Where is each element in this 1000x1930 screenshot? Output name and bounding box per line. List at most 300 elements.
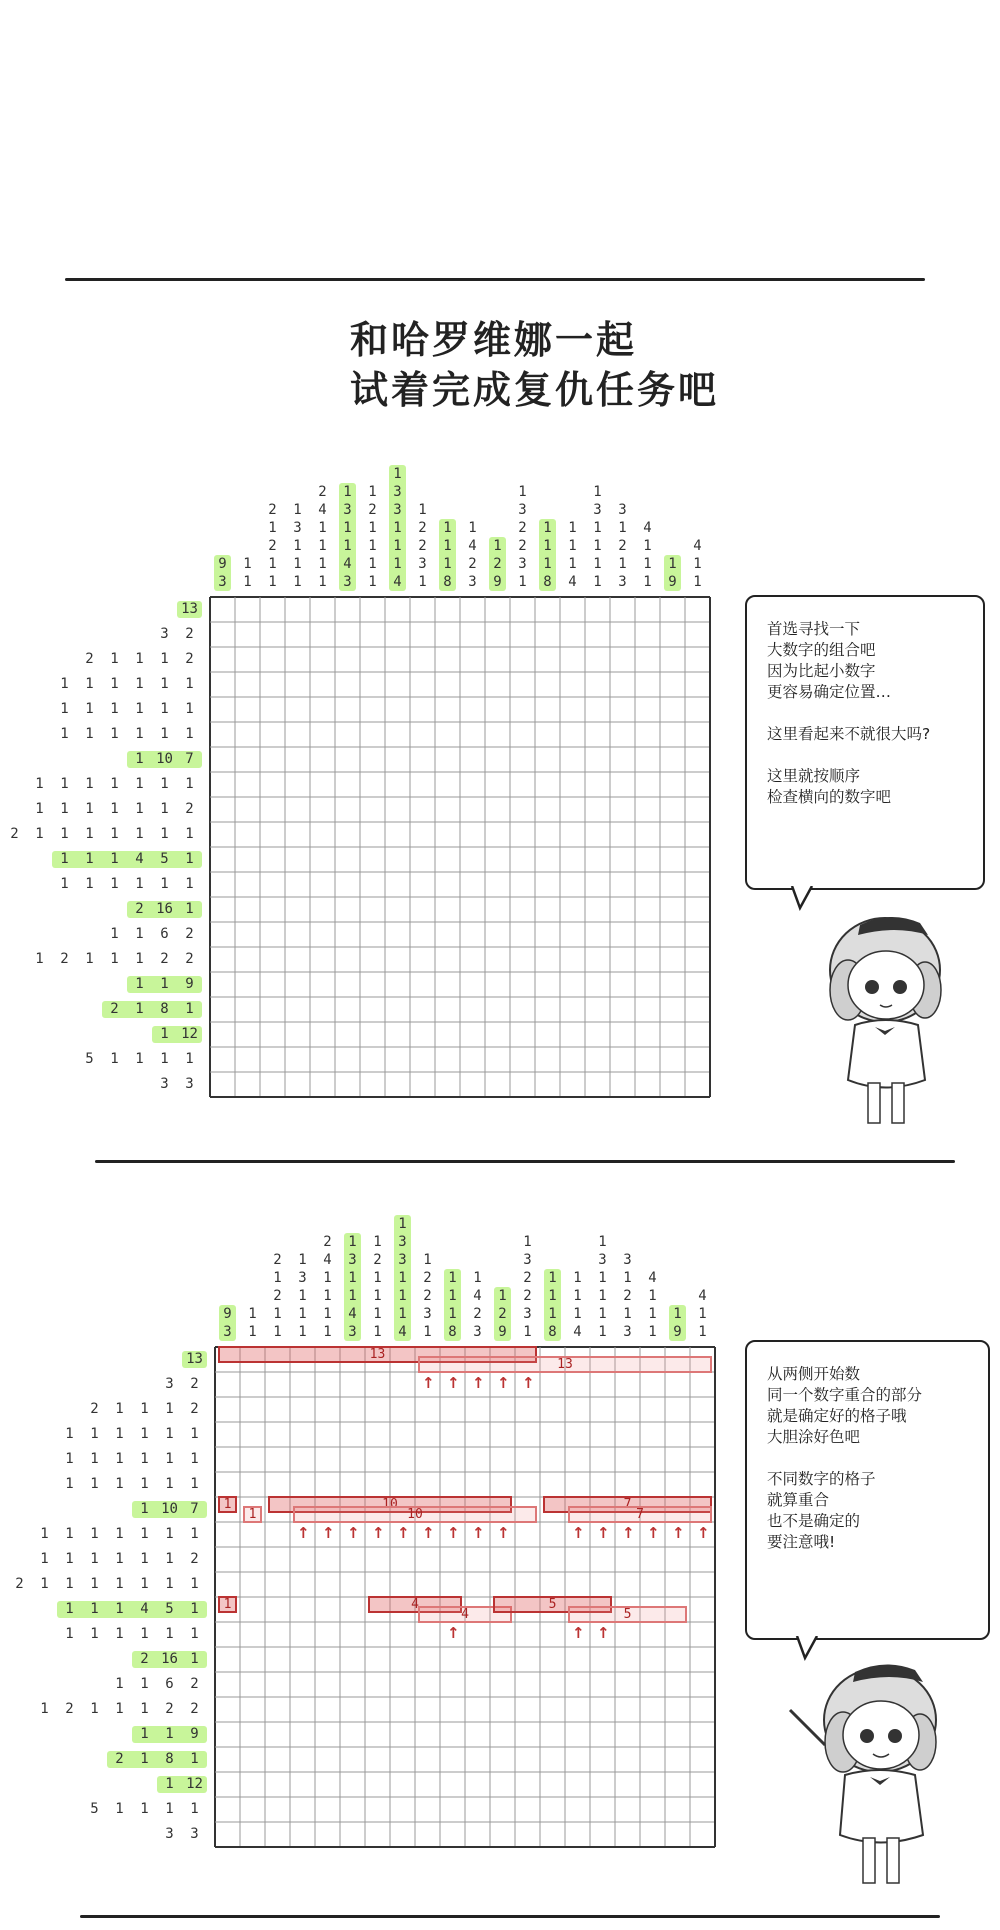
- row-clue: 1: [135, 726, 144, 742]
- row-clue: 1: [90, 1426, 99, 1442]
- row-clue: 6: [160, 926, 169, 942]
- column-clue: 3: [473, 1324, 482, 1340]
- row-clue: 5: [165, 1601, 174, 1617]
- row-clue: 1: [60, 801, 69, 817]
- row-clue: 1: [140, 1801, 149, 1817]
- column-clue: 1: [443, 538, 452, 554]
- row-clue: 2: [135, 901, 144, 917]
- row-clue: 3: [190, 1826, 199, 1842]
- mark-4-a: 4: [368, 1596, 462, 1613]
- row-clue: 2: [115, 1751, 124, 1767]
- row-clue: 1: [115, 1476, 124, 1492]
- overlap-arrow-icon: ↑: [597, 1524, 610, 1542]
- column-clue: 1: [518, 574, 527, 590]
- column-clue: 1: [273, 1270, 282, 1286]
- row-clue: 12: [181, 1026, 198, 1042]
- column-clue: 3: [468, 574, 477, 590]
- column-clue: 1: [693, 556, 702, 572]
- row-clue: 1: [160, 726, 169, 742]
- column-clue: 1: [318, 520, 327, 536]
- row-clue: 1: [65, 1601, 74, 1617]
- column-clue: 1: [568, 556, 577, 572]
- row-clue: 1: [190, 1801, 199, 1817]
- row-clue: 1: [160, 651, 169, 667]
- row-clue: 8: [165, 1751, 174, 1767]
- row-clue: 1: [115, 1526, 124, 1542]
- row-clue: 1: [185, 826, 194, 842]
- column-clue: 1: [368, 520, 377, 536]
- row-clue: 1: [190, 1601, 199, 1617]
- column-clue: 1: [243, 556, 252, 572]
- bubble-1-text: 首选寻找一下 大数字的组合吧 因为比起小数字 更容易确定位置… 这里看起来不就很大吗? 这里就按顺序 检查横向的数字吧: [767, 620, 931, 806]
- row-clue: 1: [135, 1001, 144, 1017]
- column-clue: 1: [593, 538, 602, 554]
- row-clue: 2: [110, 1001, 119, 1017]
- column-clue: 1: [698, 1324, 707, 1340]
- row-clue: 2: [185, 926, 194, 942]
- column-clue: 3: [523, 1252, 532, 1268]
- column-clue: 2: [518, 520, 527, 536]
- column-clue: 1: [623, 1270, 632, 1286]
- row-clue: 2: [90, 1401, 99, 1417]
- column-clue: 1: [268, 556, 277, 572]
- row-clue: 1: [165, 1426, 174, 1442]
- column-clue: 3: [393, 502, 402, 518]
- column-clue: 1: [643, 574, 652, 590]
- column-clue: 3: [618, 574, 627, 590]
- overlap-arrow-icon: ↑: [397, 1524, 410, 1542]
- mark-10-b: 10: [293, 1506, 537, 1523]
- row-clue: 10: [156, 751, 173, 767]
- column-clue: 1: [623, 1306, 632, 1322]
- column-clue: 1: [293, 538, 302, 554]
- overlap-arrow-icon: ↑: [522, 1374, 535, 1392]
- column-clue: 2: [273, 1252, 282, 1268]
- column-clue: 2: [493, 556, 502, 572]
- column-clue: 1: [598, 1234, 607, 1250]
- column-clue: 1: [323, 1288, 332, 1304]
- row-clue: 1: [65, 1426, 74, 1442]
- column-clue: 1: [573, 1270, 582, 1286]
- row-clue: 1: [115, 1576, 124, 1592]
- column-clue: 1: [698, 1306, 707, 1322]
- row-clue: 1: [160, 876, 169, 892]
- row-clue: 6: [165, 1676, 174, 1692]
- row-clue: 1: [165, 1476, 174, 1492]
- column-clue: 1: [573, 1288, 582, 1304]
- row-clue: 1: [90, 1576, 99, 1592]
- row-clue: 2: [65, 1701, 74, 1717]
- row-clue: 1: [140, 1501, 149, 1517]
- speech-bubble-1: [745, 595, 985, 890]
- column-clue: 1: [248, 1324, 257, 1340]
- row-clue: 1: [140, 1701, 149, 1717]
- column-clue: 1: [523, 1324, 532, 1340]
- row-clue: 1: [135, 701, 144, 717]
- row-clue: 1: [110, 926, 119, 942]
- row-clue: 9: [190, 1726, 199, 1742]
- column-clue: 2: [473, 1306, 482, 1322]
- overlap-arrow-icon: ↑: [572, 1624, 585, 1642]
- row-clue: 1: [85, 826, 94, 842]
- column-clue: 1: [318, 574, 327, 590]
- row-clue: 1: [160, 976, 169, 992]
- column-clue: 3: [343, 574, 352, 590]
- row-clue: 2: [85, 651, 94, 667]
- column-clue: 1: [648, 1306, 657, 1322]
- title-line-1: 和哈罗维娜一起: [350, 318, 638, 362]
- column-clue: 1: [648, 1324, 657, 1340]
- column-clue: 1: [648, 1288, 657, 1304]
- row-clue: 1: [160, 826, 169, 842]
- row-clue: 1: [185, 876, 194, 892]
- column-clue: 1: [543, 556, 552, 572]
- column-clue: 1: [543, 538, 552, 554]
- overlap-arrow-icon: ↑: [447, 1524, 460, 1542]
- row-clue: 1: [90, 1601, 99, 1617]
- row-clue: 1: [110, 676, 119, 692]
- column-clue: 9: [673, 1324, 682, 1340]
- column-clue: 1: [618, 556, 627, 572]
- row-clue: 2: [190, 1551, 199, 1567]
- row-clue: 1: [60, 701, 69, 717]
- column-clue: 1: [343, 484, 352, 500]
- row-clue: 2: [185, 626, 194, 642]
- row-clue: 1: [90, 1451, 99, 1467]
- row-clue: 1: [35, 826, 44, 842]
- column-clue: 1: [343, 538, 352, 554]
- column-clue: 2: [518, 538, 527, 554]
- column-clue: 1: [598, 1306, 607, 1322]
- column-clue: 3: [593, 502, 602, 518]
- row-clue: 1: [140, 1576, 149, 1592]
- row-clue: 1: [185, 1051, 194, 1067]
- column-clue: 1: [593, 484, 602, 500]
- column-clue: 1: [448, 1270, 457, 1286]
- row-clue: 7: [190, 1501, 199, 1517]
- row-clue: 5: [85, 1051, 94, 1067]
- column-clue: 1: [368, 484, 377, 500]
- row-clue: 1: [90, 1626, 99, 1642]
- row-clue: 1: [110, 801, 119, 817]
- row-clue: 1: [35, 776, 44, 792]
- row-clue: 1: [135, 926, 144, 942]
- speech-bubble-2: [745, 1340, 990, 1640]
- row-clue: 3: [160, 626, 169, 642]
- row-clue: 1: [110, 651, 119, 667]
- column-clue: 1: [693, 574, 702, 590]
- column-clue: 1: [568, 520, 577, 536]
- column-clue: 2: [273, 1288, 282, 1304]
- row-clue: 2: [190, 1701, 199, 1717]
- title-line-2: 试着完成复仇任务吧: [350, 368, 720, 412]
- column-clue: 1: [293, 574, 302, 590]
- row-clue: 1: [110, 776, 119, 792]
- column-clue: 1: [668, 556, 677, 572]
- row-clue: 1: [65, 1451, 74, 1467]
- overlap-arrow-icon: ↑: [422, 1524, 435, 1542]
- overlap-arrow-icon: ↑: [372, 1524, 385, 1542]
- column-clue: 9: [223, 1306, 232, 1322]
- row-clue: 1: [90, 1526, 99, 1542]
- column-clue: 1: [473, 1270, 482, 1286]
- row-clue: 1: [135, 976, 144, 992]
- column-clue: 1: [448, 1306, 457, 1322]
- row-clue: 1: [135, 1051, 144, 1067]
- row-clue: 1: [165, 1401, 174, 1417]
- row-clue: 1: [165, 1801, 174, 1817]
- column-clue: 4: [398, 1324, 407, 1340]
- row-clue: 2: [185, 951, 194, 967]
- row-clue: 1: [115, 1626, 124, 1642]
- column-clue: 3: [218, 574, 227, 590]
- row-clue: 4: [135, 851, 144, 867]
- column-clue: 2: [623, 1288, 632, 1304]
- column-clue: 1: [393, 556, 402, 572]
- row-clue: 2: [165, 1701, 174, 1717]
- nonogram-grid[interactable]: [213, 1345, 717, 1849]
- column-clue: 1: [348, 1288, 357, 1304]
- overlap-arrow-icon: ↑: [647, 1524, 660, 1542]
- column-clue: 1: [643, 556, 652, 572]
- nonogram-grid[interactable]: [208, 595, 712, 1099]
- column-clue: 2: [423, 1270, 432, 1286]
- row-clue: 1: [110, 726, 119, 742]
- column-clue: 3: [618, 502, 627, 518]
- row-clue: 1: [140, 1726, 149, 1742]
- overlap-arrow-icon: ↑: [622, 1524, 635, 1542]
- row-clue: 1: [85, 701, 94, 717]
- column-clue: 4: [573, 1324, 582, 1340]
- column-clue: 1: [323, 1270, 332, 1286]
- column-clue: 1: [568, 538, 577, 554]
- overlap-arrow-icon: ↑: [422, 1374, 435, 1392]
- row-clue: 1: [115, 1676, 124, 1692]
- row-clue: 1: [185, 776, 194, 792]
- column-clue: 2: [523, 1288, 532, 1304]
- column-clue: 1: [393, 520, 402, 536]
- column-clue: 3: [518, 502, 527, 518]
- row-clue: 1: [165, 1576, 174, 1592]
- row-clue: 1: [135, 751, 144, 767]
- column-clue: 1: [368, 538, 377, 554]
- column-clue: 8: [548, 1324, 557, 1340]
- row-clue: 1: [115, 1701, 124, 1717]
- row-clue: 2: [185, 801, 194, 817]
- row-clue: 1: [115, 1551, 124, 1567]
- row-clue: 13: [186, 1351, 203, 1367]
- row-clue: 1: [165, 1626, 174, 1642]
- column-clue: 8: [443, 574, 452, 590]
- row-clue: 1: [115, 1401, 124, 1417]
- row-clue: 1: [160, 701, 169, 717]
- row-clue: 8: [160, 1001, 169, 1017]
- column-clue: 3: [598, 1252, 607, 1268]
- character-illustration-1: [810, 905, 960, 1135]
- row-clue: 2: [60, 951, 69, 967]
- row-clue: 1: [190, 1576, 199, 1592]
- row-clue: 4: [140, 1601, 149, 1617]
- column-clue: 1: [243, 574, 252, 590]
- column-clue: 1: [548, 1270, 557, 1286]
- row-clue: 1: [110, 851, 119, 867]
- column-clue: 1: [348, 1234, 357, 1250]
- column-clue: 9: [668, 574, 677, 590]
- column-clue: 3: [348, 1252, 357, 1268]
- overlap-arrow-icon: ↑: [497, 1374, 510, 1392]
- row-clue: 1: [65, 1576, 74, 1592]
- column-clue: 4: [348, 1306, 357, 1322]
- row-clue: 1: [185, 851, 194, 867]
- row-clue: 1: [190, 1451, 199, 1467]
- row-clue: 2: [185, 651, 194, 667]
- column-clue: 2: [468, 556, 477, 572]
- column-clue: 1: [598, 1324, 607, 1340]
- column-clue: 4: [473, 1288, 482, 1304]
- row-clue: 1: [135, 951, 144, 967]
- column-clue: 8: [543, 574, 552, 590]
- overlap-arrow-icon: ↑: [497, 1524, 510, 1542]
- column-clue: 4: [693, 538, 702, 554]
- mark-5-a: 5: [493, 1596, 612, 1613]
- row-clue: 1: [115, 1601, 124, 1617]
- row-clue: 1: [60, 776, 69, 792]
- row-clue: 1: [85, 676, 94, 692]
- mark-13-left: 13: [218, 1346, 537, 1363]
- page-title: [350, 315, 719, 415]
- row-clue: 1: [190, 1426, 199, 1442]
- column-clue: 4: [343, 556, 352, 572]
- row-clue: 1: [35, 951, 44, 967]
- column-clue: 1: [248, 1306, 257, 1322]
- column-clue: 1: [268, 520, 277, 536]
- row-clue: 1: [65, 1476, 74, 1492]
- row-clue: 1: [140, 1676, 149, 1692]
- row-clue: 1: [160, 676, 169, 692]
- column-clue: 1: [598, 1288, 607, 1304]
- column-clue: 2: [268, 502, 277, 518]
- row-clue: 1: [140, 1401, 149, 1417]
- row-clue: 1: [135, 676, 144, 692]
- column-clue: 1: [398, 1270, 407, 1286]
- column-clue: 4: [468, 538, 477, 554]
- row-clue: 1: [65, 1551, 74, 1567]
- overlap-arrow-icon: ↑: [447, 1624, 460, 1642]
- row-clue: 1: [60, 676, 69, 692]
- column-clue: 1: [318, 538, 327, 554]
- column-clue: 1: [298, 1252, 307, 1268]
- divider-top: [65, 278, 925, 281]
- mark-1-c: 1: [218, 1596, 237, 1613]
- row-clue: 1: [40, 1701, 49, 1717]
- row-clue: 5: [90, 1801, 99, 1817]
- row-clue: 1: [85, 876, 94, 892]
- column-clue: 1: [298, 1324, 307, 1340]
- column-clue: 1: [523, 1234, 532, 1250]
- row-clue: 1: [110, 701, 119, 717]
- column-clue: 3: [523, 1306, 532, 1322]
- row-clue: 1: [60, 851, 69, 867]
- column-clue: 1: [593, 556, 602, 572]
- overlap-arrow-icon: ↑: [472, 1524, 485, 1542]
- column-clue: 1: [418, 502, 427, 518]
- row-clue: 1: [185, 901, 194, 917]
- row-clue: 1: [90, 1476, 99, 1492]
- row-clue: 1: [165, 1451, 174, 1467]
- row-clue: 1: [35, 801, 44, 817]
- row-clue: 7: [185, 751, 194, 767]
- row-clue: 1: [160, 801, 169, 817]
- row-clue: 1: [90, 1701, 99, 1717]
- column-clue: 1: [598, 1270, 607, 1286]
- row-clue: 9: [185, 976, 194, 992]
- row-clue: 1: [90, 1551, 99, 1567]
- column-clue: 3: [343, 502, 352, 518]
- column-clue: 1: [298, 1306, 307, 1322]
- row-clue: 1: [140, 1451, 149, 1467]
- column-clue: 2: [268, 538, 277, 554]
- column-clue: 3: [623, 1324, 632, 1340]
- row-clue: 2: [15, 1576, 24, 1592]
- overlap-arrow-icon: ↑: [447, 1374, 460, 1392]
- row-clue: 3: [165, 1826, 174, 1842]
- overlap-arrow-icon: ↑: [472, 1374, 485, 1392]
- column-clue: 3: [393, 484, 402, 500]
- column-clue: 1: [443, 556, 452, 572]
- column-clue: 1: [643, 538, 652, 554]
- column-clue: 1: [443, 520, 452, 536]
- mark-4-b: 4: [418, 1606, 512, 1623]
- column-clue: 4: [568, 574, 577, 590]
- column-clue: 2: [498, 1306, 507, 1322]
- row-clue: 2: [10, 826, 19, 842]
- column-clue: 3: [398, 1234, 407, 1250]
- row-clue: 1: [190, 1651, 199, 1667]
- column-clue: 1: [348, 1270, 357, 1286]
- column-clue: 1: [468, 520, 477, 536]
- overlap-arrow-icon: ↑: [672, 1524, 685, 1542]
- row-clue: 1: [110, 826, 119, 842]
- row-clue: 2: [160, 951, 169, 967]
- row-clue: 3: [165, 1376, 174, 1392]
- column-clue: 8: [448, 1324, 457, 1340]
- column-clue: 1: [393, 538, 402, 554]
- column-clue: 1: [368, 556, 377, 572]
- row-clue: 1: [40, 1526, 49, 1542]
- column-clue: 3: [298, 1270, 307, 1286]
- overlap-arrow-icon: ↑: [347, 1524, 360, 1542]
- row-clue: 1: [115, 1451, 124, 1467]
- column-clue: 3: [398, 1252, 407, 1268]
- column-clue: 1: [293, 556, 302, 572]
- row-clue: 5: [160, 851, 169, 867]
- row-clue: 1: [190, 1751, 199, 1767]
- row-clue: 1: [115, 1801, 124, 1817]
- column-clue: 1: [323, 1306, 332, 1322]
- column-clue: 4: [698, 1288, 707, 1304]
- column-clue: 1: [373, 1270, 382, 1286]
- column-clue: 1: [273, 1324, 282, 1340]
- row-clue: 1: [110, 951, 119, 967]
- column-clue: 1: [593, 520, 602, 536]
- column-clue: 2: [368, 502, 377, 518]
- column-clue: 3: [623, 1252, 632, 1268]
- row-clue: 1: [135, 826, 144, 842]
- row-clue: 1: [85, 801, 94, 817]
- row-clue: 12: [186, 1776, 203, 1792]
- column-clue: 1: [298, 1288, 307, 1304]
- column-clue: 4: [393, 574, 402, 590]
